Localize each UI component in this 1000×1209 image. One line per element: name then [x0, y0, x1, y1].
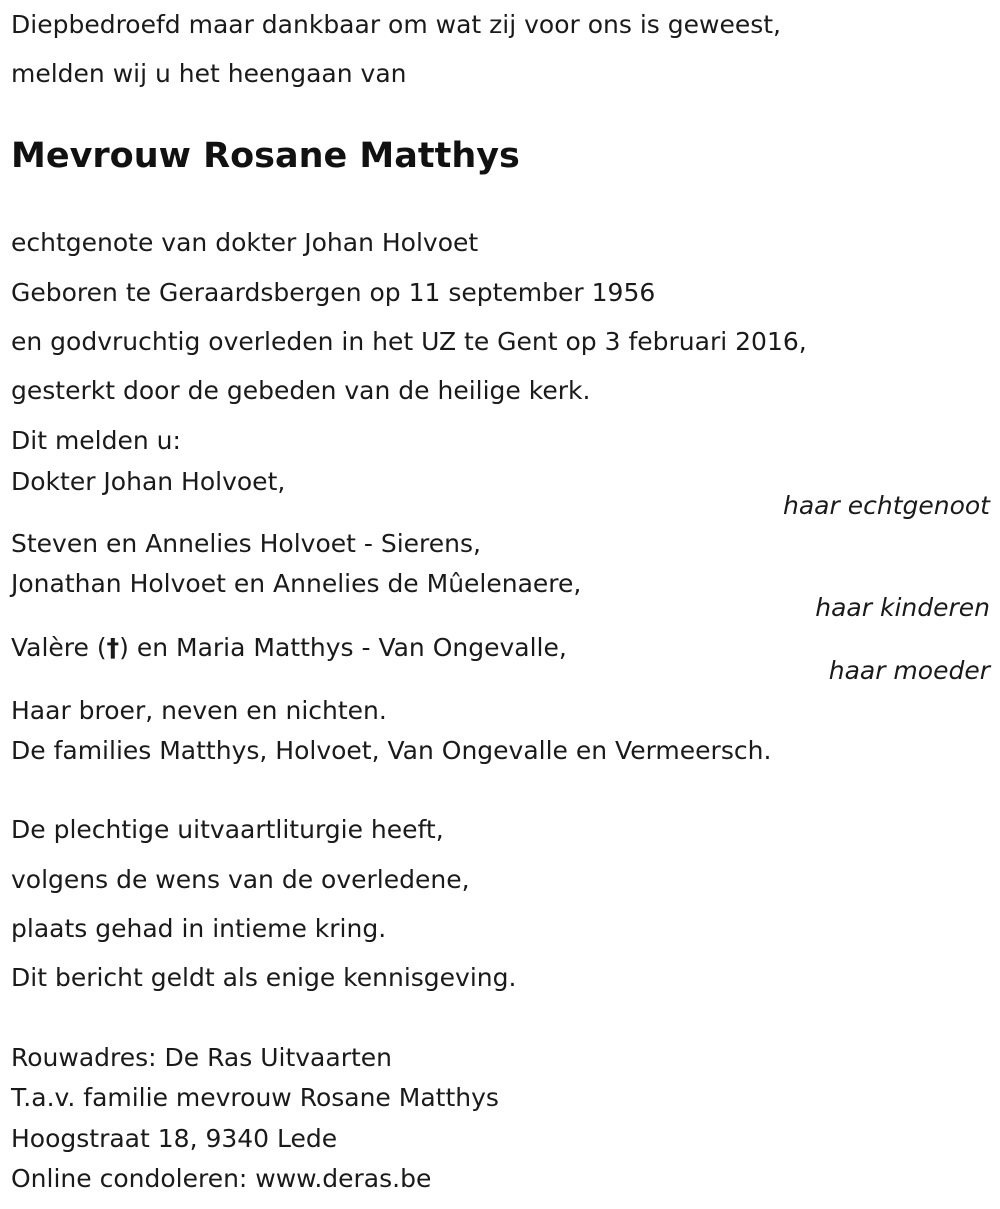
parents-prefix: Valère (: [11, 633, 107, 662]
deceased-name: Mevrouw Rosane Matthys: [11, 136, 520, 176]
funeral-line-2: volgens de wens van de overledene,: [11, 865, 470, 894]
funeral-line-1: De plechtige uitvaartliturgie heeft,: [11, 815, 444, 844]
contact-line-3: Hoogstraat 18, 9340 Lede: [11, 1124, 338, 1153]
extended-family-line-2: De families Matthys, Holvoet, Van Ongevalle en Vermeersch.: [11, 736, 772, 765]
cross-icon: †: [106, 633, 120, 662]
intro-line-1: Diepbedroefd maar dankbaar om wat zij voor ons is geweest,: [11, 10, 781, 39]
parents-line: [11, 633, 567, 663]
funeral-line-4: Dit bericht geldt als enige kennisgeving.: [11, 963, 517, 992]
contact-line-1: Rouwadres: De Ras Uitvaarten: [11, 1043, 393, 1072]
funeral-line-3: plaats gehad in intieme kring.: [11, 914, 387, 943]
spouse-line: echtgenote van dokter Johan Holvoet: [11, 228, 479, 257]
child-line-1: Steven en Annelies Holvoet - Sierens,: [11, 529, 481, 558]
contact-line-4: Online condoleren: www.deras.be: [11, 1164, 432, 1193]
extended-family-line-1: Haar broer, neven en nichten.: [11, 696, 387, 725]
husband-role: haar echtgenoot: [783, 491, 990, 520]
mother-role: haar moeder: [828, 656, 990, 685]
parents-suffix: ) en Maria Matthys - Van Ongevalle,: [119, 633, 567, 662]
child-line-2: Jonathan Holvoet en Annelies de Mûelenaere,: [11, 569, 582, 598]
intro-line-2: melden wij u het heengaan van: [11, 59, 407, 88]
death-line: en godvruchtig overleden in het UZ te Gent op 3 februari 2016,: [11, 327, 807, 356]
husband-line: Dokter Johan Holvoet,: [11, 467, 286, 496]
contact-line-2: T.a.v. familie mevrouw Rosane Matthys: [11, 1083, 499, 1112]
strengthened-line: gesterkt door de gebeden van de heilige kerk.: [11, 376, 591, 405]
birth-line: Geboren te Geraardsbergen op 11 september 1956: [11, 278, 656, 307]
children-role: haar kinderen: [815, 593, 990, 622]
announcers-heading: Dit melden u:: [11, 426, 181, 455]
